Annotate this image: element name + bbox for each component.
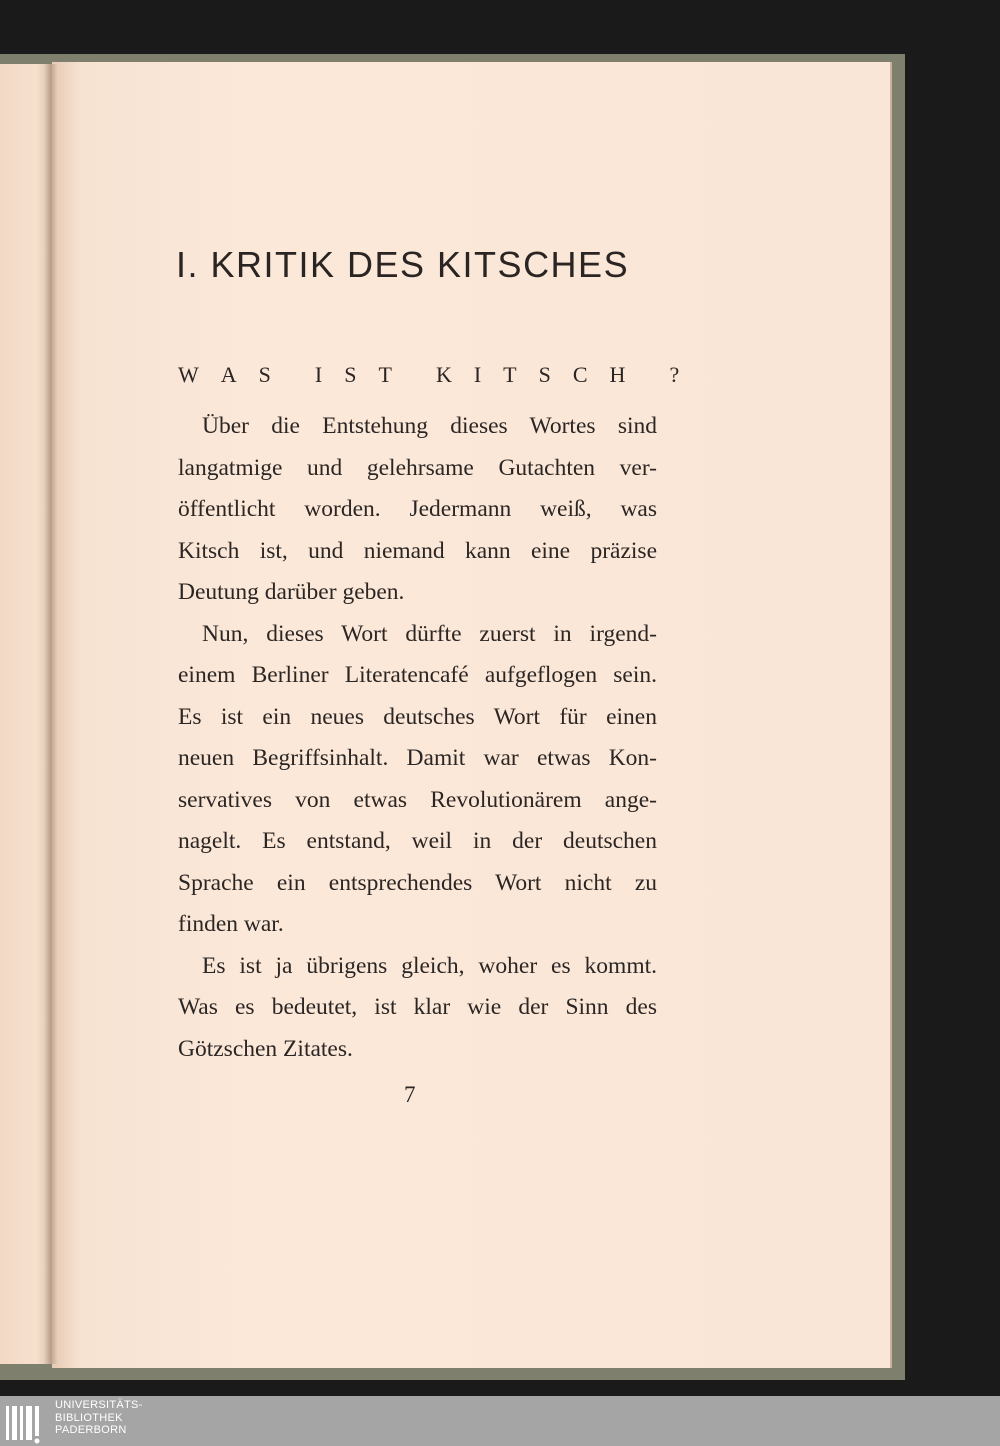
- paragraph: [178, 614, 657, 946]
- text-line: Was es bedeutet, ist klar wie der Sinn des: [178, 994, 657, 1020]
- chapter-title: I. KRITIK DES KITSCHES: [176, 244, 630, 285]
- logo-line: UNIVERSITÄTS-: [55, 1399, 143, 1411]
- library-logo-text: [55, 1399, 143, 1437]
- text-line: neuen Begriffsinhalt. Damit war etwas Kon-: [178, 745, 657, 771]
- page-number: 7: [404, 1082, 416, 1107]
- paragraph: [178, 946, 657, 1071]
- logo-line: BIBLIOTHEK: [55, 1411, 123, 1424]
- text-line: finden war.: [178, 911, 284, 937]
- library-barcode-logo-icon: [4, 1402, 48, 1444]
- text-line: Sprache ein entsprechendes Wort nicht zu: [178, 869, 657, 896]
- logo-line: PADERBORN: [55, 1424, 127, 1436]
- text-line: Es ist ja übrigens gleich, woher es kommt.: [202, 952, 657, 979]
- text-line: nagelt. Es entstand, weil in der deutschen: [178, 828, 657, 854]
- text-line: Über die Entstehung dieses Wortes sind: [202, 413, 657, 439]
- text-line: einem Berliner Literatencafé aufgeflogen sein.: [178, 662, 657, 688]
- page-gutter: [44, 64, 58, 1364]
- text-line: Es ist ein neues deutsches Wort für einen: [178, 703, 657, 730]
- text-line: Nun, dieses Wort dürfte zuerst in irgend-: [202, 620, 657, 647]
- text-line: Deutung darüber geben.: [178, 579, 405, 605]
- paragraph: [178, 406, 657, 614]
- body-text: [178, 406, 657, 1070]
- text-line: Kitsch ist, und niemand kann eine präzise: [178, 537, 657, 564]
- section-heading: W A S I S T K I T S C H ?: [178, 362, 680, 387]
- footer-bar: [0, 1396, 1000, 1446]
- text-line: langatmige und gelehrsame Gutachten ver-: [178, 454, 657, 481]
- text-line: öffentlicht worden. Jedermann weiß, was: [178, 496, 657, 522]
- text-line: Götzschen Zitates.: [178, 1035, 353, 1062]
- text-line: servatives von etwas Revolutionärem ange-: [178, 786, 657, 813]
